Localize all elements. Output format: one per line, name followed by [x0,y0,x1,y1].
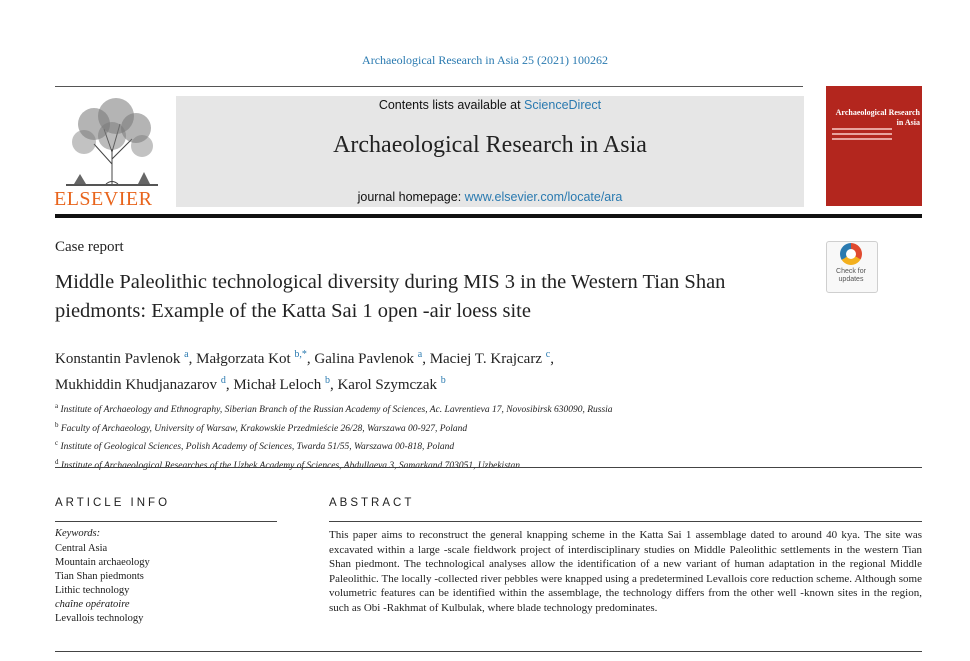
keyword-list [55,542,150,626]
keyword-item: Lithic technology [55,585,130,596]
sciencedirect-link[interactable]: ScienceDirect [524,98,602,112]
homepage-prefix: journal homepage: [357,190,465,204]
affiliation-item: $^c$ Institute of Geological Sciences, Polish Academy of Sciences, Twarda 51/55, Warszawa 00-818, Poland [55,439,455,453]
author-list: Konstantin Pavlenok $^a$, Małgorzata Kot $^{b,*}$, Galina Pavlenok $^a$, Maciej T. Krajcarz $^c$, Mukhiddin Khudjanazarov $^d$, Michał Leloch $^b$, Karol Szymczak $^b$ [55,349,554,393]
homepage-link[interactable]: www.elsevier.com/locate/ara [464,190,623,204]
affiliation-item: $^a$ Institute of Archaeology and Ethnography, Siberian Branch of the Russian Academy of Sciences, Ac. Lavrentieva 17, Novosibirsk 630090, Russia [55,402,613,416]
author-affiliation-ref[interactable]: d [220,375,226,386]
author-affiliation-ref[interactable]: b,* [294,349,307,360]
affiliation-list [55,399,935,474]
header-top-rule [55,86,803,87]
author-name[interactable]: Konstantin Pavlenok [55,351,181,367]
homepage-line [176,190,804,204]
keyword-item: Levallois technology [55,613,144,624]
author-name[interactable]: Michał Leloch [233,377,322,393]
author-affiliation-ref[interactable]: b [440,375,446,386]
check-for-updates-label: Check for updates [836,268,866,283]
article-title: Middle Paleolithic technological diversity during MIS 3 in the Western Tian Shan piedmonts: Example of the Katta Sai 1 open -air loess site [55,271,726,322]
keyword-item: Mountain archaeology [55,557,150,568]
author-name[interactable]: Galina Pavlenok [314,351,414,367]
crossmark-icon-center [846,249,856,259]
contents-line [176,98,804,112]
author-name[interactable]: Karol Szymczak [337,377,437,393]
abstract-heading: ABSTRACT [329,497,415,509]
author-affiliation-ref[interactable]: b [324,375,330,386]
header-divider [55,214,922,218]
keyword-item: Tian Shan piedmonts [55,571,144,582]
section-divider [55,467,922,468]
abstract-rule [329,521,922,522]
author-name[interactable]: Mukhiddin Khudjanazarov [55,377,218,393]
article-info-rule [55,521,277,522]
contents-prefix: Contents lists available at [378,98,525,112]
keywords-label: Keywords: [55,528,101,539]
author-affiliation-ref[interactable]: a [417,349,423,360]
journal-title: Archaeological Research in Asia [333,132,647,158]
affiliation-item: d [55,457,59,466]
cover-title: Archaeological Research in Asia [835,108,920,127]
abstract-bottom-rule [55,651,922,652]
article-info-heading: ARTICLE INFO [55,497,171,509]
keyword-item: chaîne opératoire [55,599,130,610]
abstract-text: This paper aims to reconstruct the general knapping scheme in the Katta Sai 1 assemblage dated to around 40 kya. The site was excavated within a large -scale fieldwork project of interdisciplinary studies on Middle Paleolithic settlements in the western Tian Shan piedmont. The technological analyses allow the identification of a new variant of human adaptation in the regional Middle Paleolithic. The locally -collected river pebbles were knapped using a predetermined Levallois core reduction scheme. Although some volumetric features can be identified within the assemblage, the technology differs from the other well -known sites in the region, such as Obi -Rakhmat of Kulbulak, where blade technology predominates. [329,529,922,614]
cover-decoration [832,128,892,143]
author-affiliation-ref[interactable]: a [184,349,189,360]
author-affiliation-ref[interactable]: c [545,349,551,360]
journal-citation[interactable]: Archaeological Research in Asia 25 (2021) 100262 [362,53,608,67]
journal-cover[interactable] [826,86,922,206]
article-type: Case report [55,239,124,255]
author-name[interactable]: Maciej T. Krajcarz [429,351,542,367]
affiliation-item: $^b$ Faculty of Archaeology, University of Warsaw, Krakowskie Przedmieście 26/28, Warszawa 00-927, Poland [55,420,468,434]
elsevier-wordmark: ELSEVIER [54,188,153,210]
author-name[interactable]: Małgorzata Kot [196,351,291,367]
keyword-item: Central Asia [55,543,108,554]
